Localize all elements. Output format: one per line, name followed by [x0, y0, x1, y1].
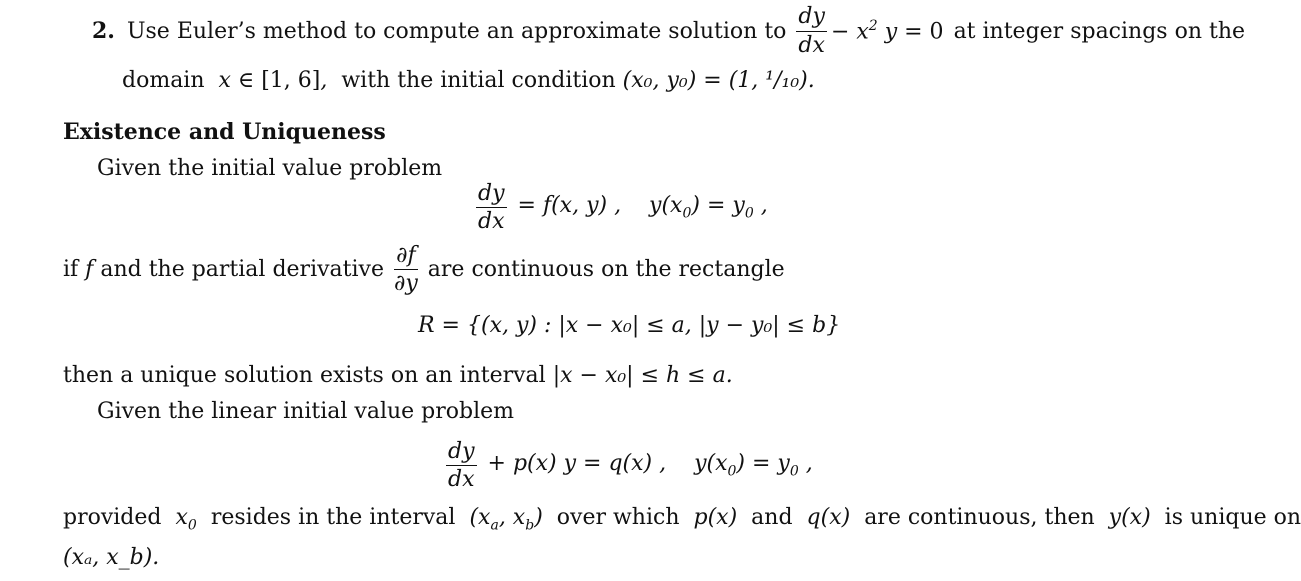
initial-condition: (x₀, y₀) = (1, ¹/₁₀).	[622, 68, 815, 93]
equation-rest: − $x^2$ y = 0	[830, 17, 944, 45]
problem-text-a: Use Euler’s method to compute an approximate solution to	[126, 18, 787, 44]
provided-line	[63, 505, 1301, 533]
then-text: then a unique solution exists on an interval	[63, 363, 546, 388]
interval-expr: |x − x₀| ≤ h ≤ a.	[552, 363, 733, 388]
problem-text-b: at integer spacings on the	[953, 18, 1246, 44]
partial-fraction: $\frac{\partial f}{\partial y}$	[393, 243, 418, 297]
ivp-intro: Given the initial value problem	[97, 156, 443, 181]
rectangle-def: R = {(x, y) : |x − x₀| ≤ a, |y − y₀| ≤ b}	[418, 313, 841, 338]
ivp-equation: $\frac{dy}{dx}$ = f(x, y) , $y(x_0) = y_0$ ,	[478, 181, 768, 235]
x0-symbol: $x_0$	[168, 505, 197, 534]
over-which-text: over which	[556, 505, 680, 530]
unique-text: is unique on	[1164, 505, 1301, 530]
p-symbol: p(x)	[686, 505, 745, 530]
q-symbol: q(x)	[799, 505, 858, 530]
continuous-text: are continuous, then	[864, 505, 1095, 530]
if-word: if	[63, 257, 79, 283]
resides-text: resides in the interval	[210, 505, 456, 530]
domain-label: domain	[122, 68, 205, 93]
provided-word: provided	[63, 505, 162, 530]
ic-label: with the initial condition	[341, 68, 616, 93]
linear-intro: Given the linear initial value problem	[97, 399, 515, 424]
and-text: and	[751, 505, 793, 530]
problem-number: 2.	[92, 18, 115, 44]
problem-line-2	[122, 68, 815, 93]
derivative-fraction: $\frac{dy}{dx}$	[798, 4, 825, 58]
partial-label: and the partial derivative	[100, 257, 384, 283]
final-interval: (xₐ, x_b).	[63, 545, 160, 570]
linear-equation: $\frac{dy}{dx}$ + p(x) y = q(x) , $y(x_0) = y_0$ ,	[448, 439, 813, 493]
continuity-line	[63, 244, 785, 295]
domain-expr: x ∈ [1, 6],	[211, 68, 335, 93]
problem-line-1	[92, 6, 1245, 56]
y-symbol: y(x)	[1101, 505, 1158, 530]
then-line	[63, 363, 733, 388]
section-heading: Existence and Uniqueness	[63, 119, 386, 145]
interval-symbol: ($x_a$, $x_b$)	[462, 505, 550, 534]
rectangle-label: are continuous on the rectangle	[427, 257, 785, 283]
f-symbol: f	[78, 257, 101, 283]
